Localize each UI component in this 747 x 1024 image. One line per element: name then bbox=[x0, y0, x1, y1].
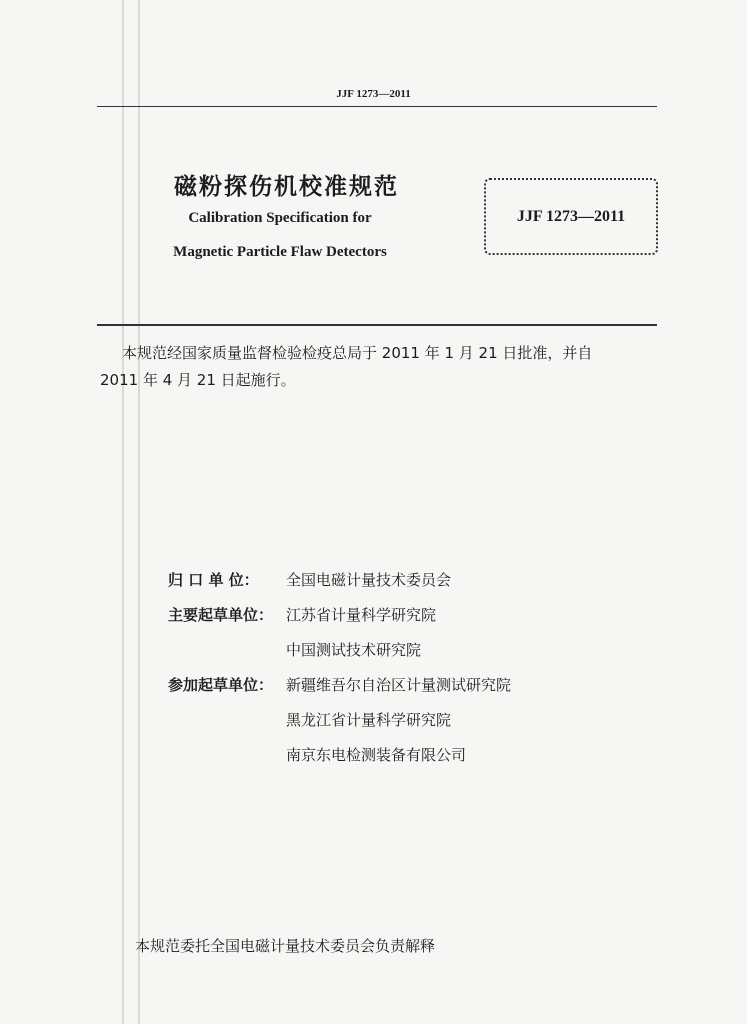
footer-note: 本规范委托全国电磁计量技术委员会负责解释 bbox=[135, 937, 436, 955]
spec-code: JJF 1273—2011 bbox=[516, 207, 626, 225]
participating-drafter-row bbox=[168, 737, 511, 772]
scan-shadow-line bbox=[122, 0, 124, 1024]
main-drafter-label: 主要起草单位： bbox=[168, 606, 274, 624]
title-english-line1: Calibration Specification for bbox=[188, 210, 372, 226]
main-drafter-value: 中国测试技术研究院 bbox=[286, 641, 422, 659]
main-drafter-value: 江苏省计量科学研究院 bbox=[286, 606, 437, 624]
scan-shadow-line bbox=[138, 0, 140, 1024]
approval-statement bbox=[100, 340, 660, 394]
organizations bbox=[168, 562, 511, 772]
responsible-unit-value: 全国电磁计量技术委员会 bbox=[286, 571, 452, 589]
main-drafter-row bbox=[168, 632, 511, 667]
header-code: JJF 1273—2011 bbox=[336, 88, 411, 100]
header-rule bbox=[97, 106, 657, 107]
main-drafter-row bbox=[168, 597, 511, 632]
participating-drafter-value: 新疆维吾尔自治区计量测试研究院 bbox=[286, 676, 512, 694]
spec-code-box bbox=[484, 178, 658, 255]
participating-drafter-row bbox=[168, 702, 511, 737]
approval-line-1: 本规范经国家质量监督检验检疫总局于 2011 年 1 月 21 日批准，并自 bbox=[122, 344, 593, 362]
participating-drafter-row bbox=[168, 667, 511, 702]
responsible-unit-label: 归 口 单 位： bbox=[168, 571, 259, 589]
participating-drafter-value: 黑龙江省计量科学研究院 bbox=[286, 711, 452, 729]
participating-drafter-label: 参加起草单位： bbox=[168, 676, 274, 694]
participating-drafter-value: 南京东电检测装备有限公司 bbox=[286, 746, 467, 764]
section-rule bbox=[97, 324, 657, 326]
approval-line-2: 2011 年 4 月 21 日起施行。 bbox=[100, 371, 296, 389]
title-chinese: 磁粉探伤机校准规范 bbox=[174, 174, 399, 200]
responsible-unit-row bbox=[168, 562, 511, 597]
title-english-line2: Magnetic Particle Flaw Detectors bbox=[173, 244, 387, 260]
